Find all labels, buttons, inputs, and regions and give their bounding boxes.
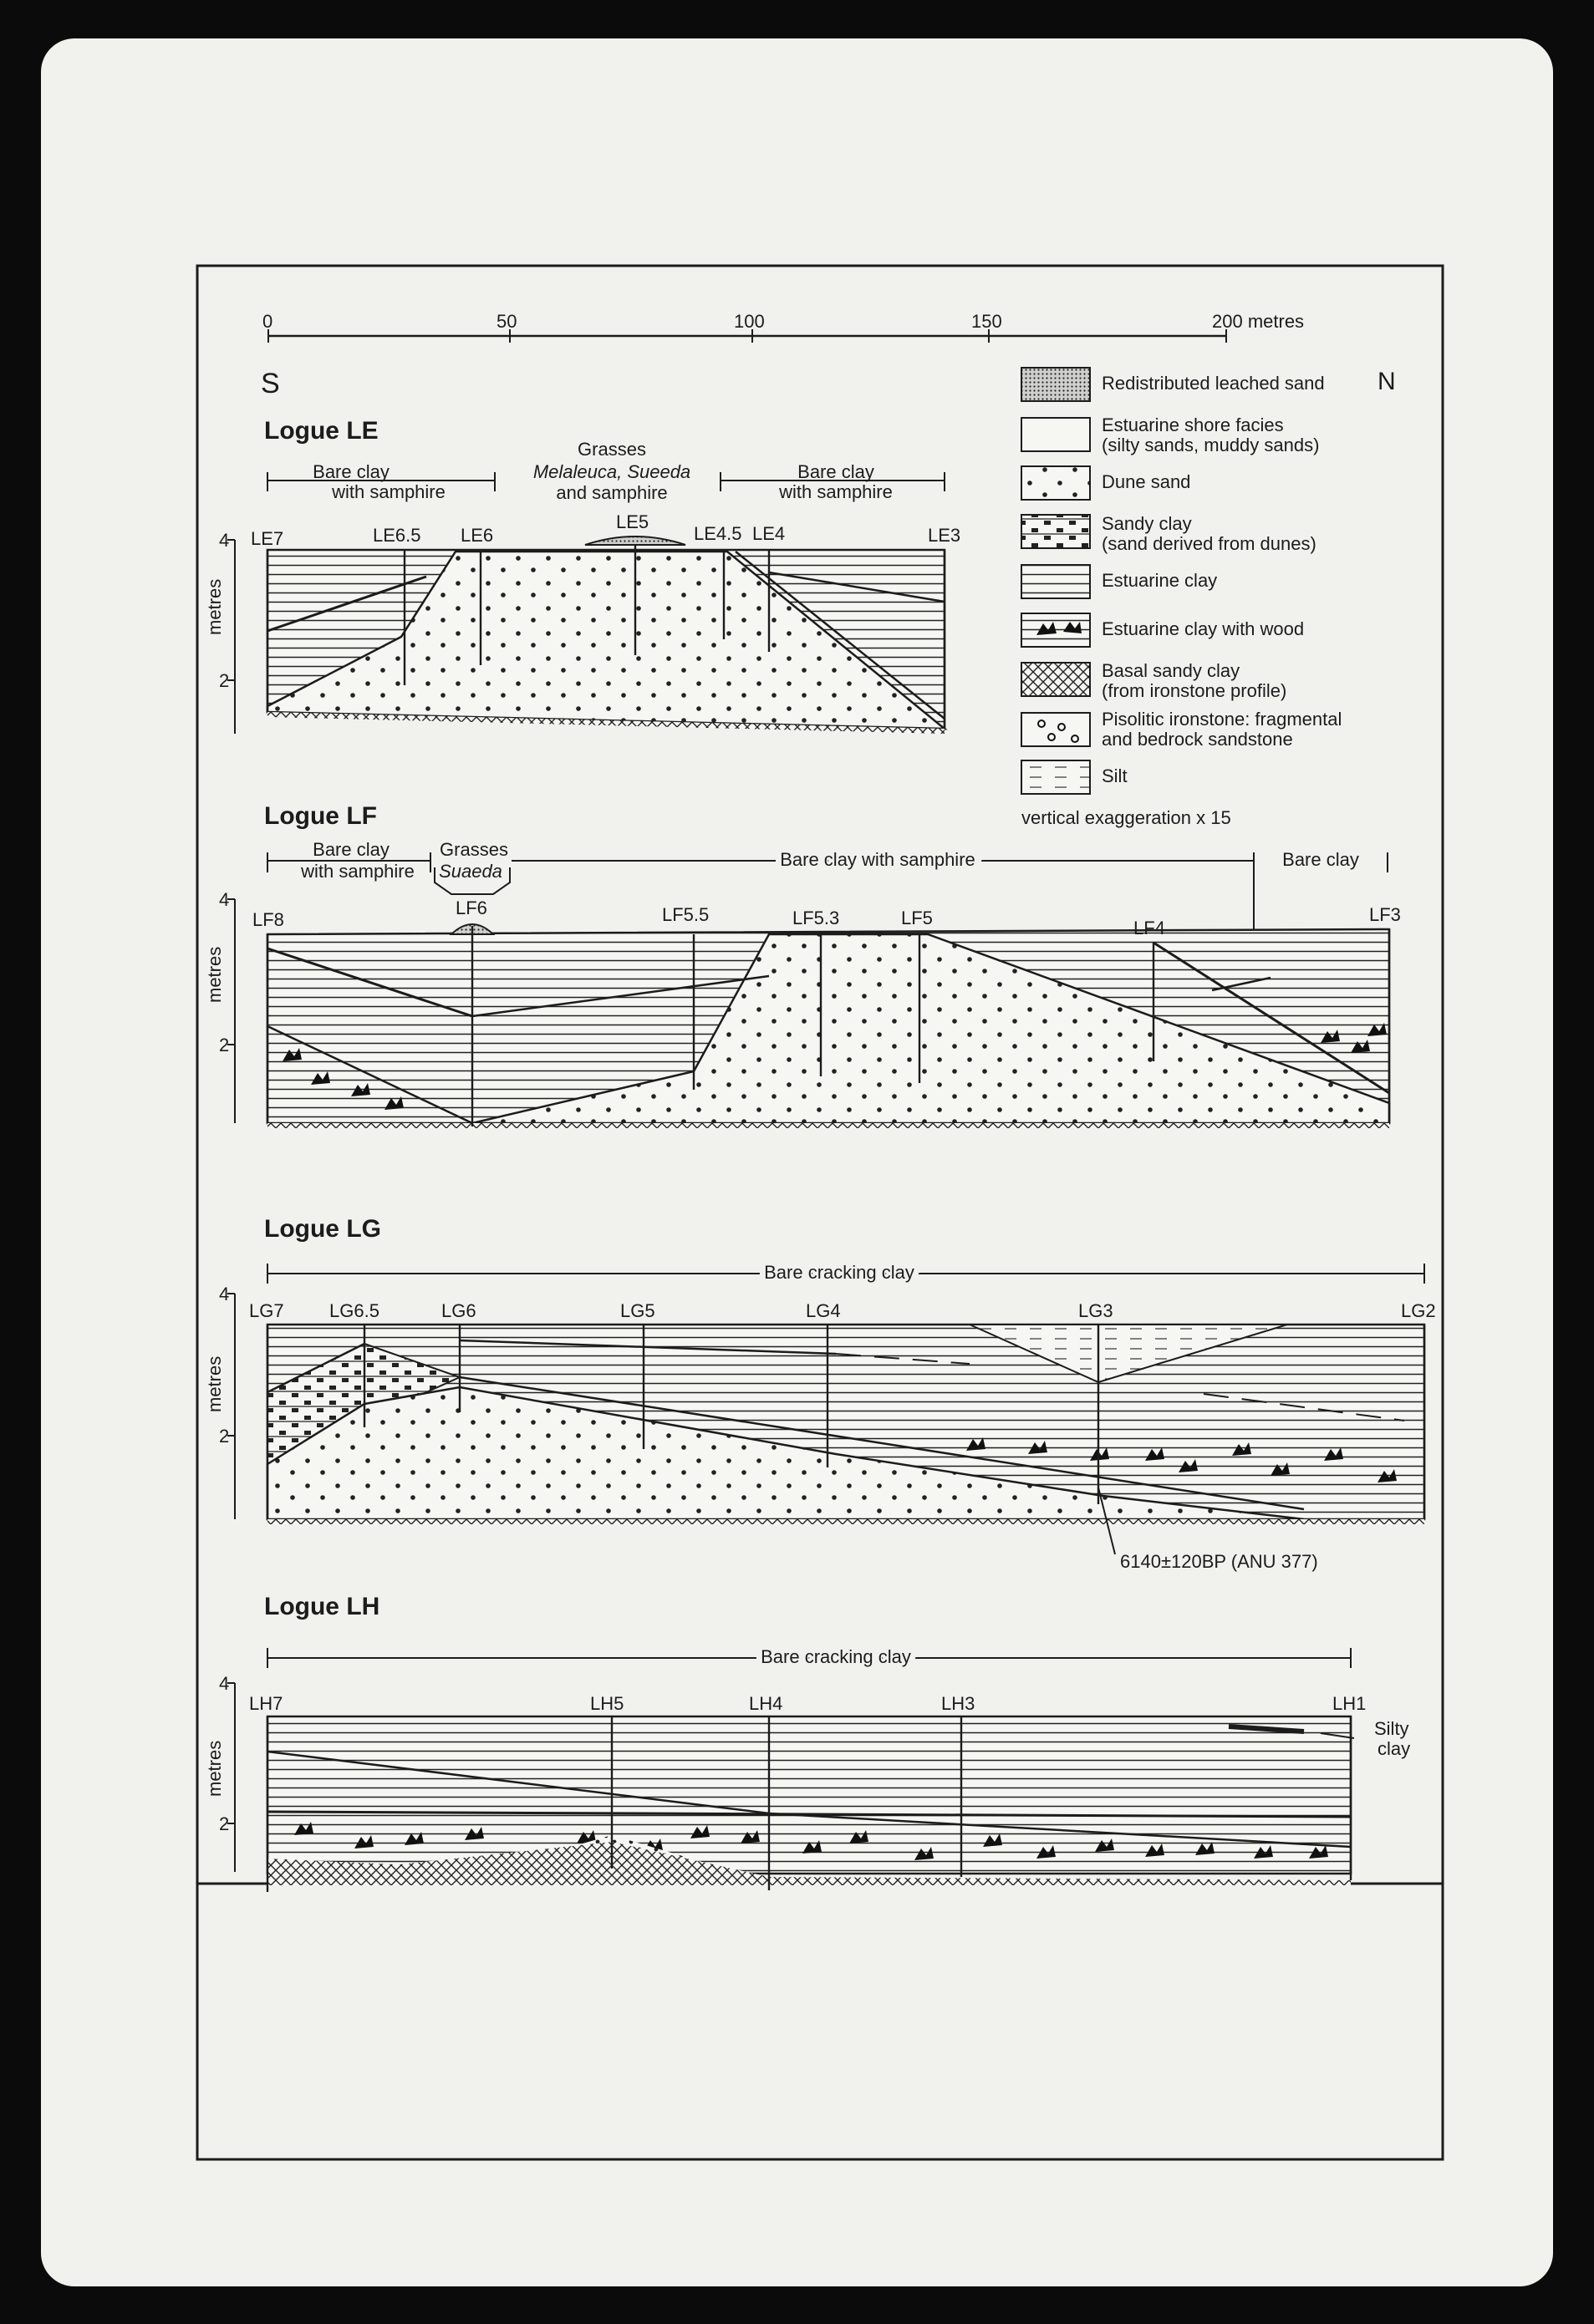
- borehole-label: LF4: [1133, 918, 1165, 938]
- legend-label: Dune sand: [1102, 471, 1191, 492]
- span-label: Bare cracking clay: [761, 1646, 911, 1667]
- borehole-label: LF5: [901, 908, 933, 928]
- borehole-label: LH3: [941, 1693, 975, 1714]
- axis-tick: 2: [219, 1035, 230, 1055]
- span-label: Bare clay with samphire: [780, 849, 975, 870]
- span-label: Suaeda: [439, 861, 502, 882]
- axis-tick: 4: [219, 530, 230, 551]
- span-label: Bare clay: [313, 839, 390, 860]
- borehole-label: LH4: [749, 1693, 783, 1714]
- borehole-label: LE4: [752, 523, 786, 544]
- axis-label: metres: [204, 1355, 225, 1412]
- legend-label: Sandy clay: [1102, 513, 1192, 534]
- legend-label: (silty sands, muddy sands): [1102, 435, 1320, 455]
- figure-box: [197, 266, 1443, 2159]
- scale-tick-50: 50: [497, 311, 517, 332]
- axis-tick: 2: [219, 1426, 230, 1447]
- legend-label: Estuarine clay with wood: [1102, 618, 1305, 639]
- legend-label: Pisolitic ironstone: fragmental: [1102, 709, 1342, 730]
- scale-tick-150: 150: [971, 311, 1002, 332]
- span-label: Bare clay: [1282, 849, 1359, 870]
- borehole-label: LE3: [928, 525, 961, 546]
- section-title: Logue LF: [264, 802, 377, 830]
- borehole-label: LF8: [252, 909, 284, 930]
- borehole-label: LE6: [461, 525, 494, 546]
- span-label: Melaleuca, Sueeda: [532, 461, 691, 482]
- borehole-label: LH5: [590, 1693, 624, 1714]
- borehole-label: LG7: [249, 1300, 284, 1321]
- axis-label: metres: [204, 946, 225, 1003]
- span-label: Bare cracking clay: [764, 1262, 914, 1283]
- borehole-label: LG3: [1078, 1300, 1113, 1321]
- span-label: with samphire: [301, 861, 415, 882]
- span-label: Grasses: [440, 839, 508, 860]
- legend-label: and bedrock sandstone: [1102, 729, 1293, 750]
- section-title: Logue LG: [264, 1215, 381, 1243]
- scale-tick-0: 0: [262, 311, 273, 332]
- radiocarbon-date: 6140±120BP (ANU 377): [1120, 1551, 1318, 1572]
- legend-label: Estuarine clay: [1102, 570, 1218, 591]
- span-label: Bare clay: [313, 461, 390, 482]
- south-label: S: [261, 368, 280, 399]
- borehole-label: LG6: [441, 1300, 476, 1321]
- span-label: and samphire: [556, 482, 668, 503]
- axis-tick: 4: [219, 889, 230, 910]
- axis-label: metres: [204, 1740, 225, 1797]
- legend-label: Estuarine shore facies: [1102, 414, 1284, 435]
- borehole-label: LH7: [249, 1693, 283, 1714]
- borehole-label: LF5.3: [792, 908, 840, 928]
- legend-label: Basal sandy clay: [1102, 660, 1240, 681]
- borehole-label: LF3: [1369, 904, 1401, 925]
- borehole-label: LH1: [1332, 1693, 1367, 1714]
- span-label: Grasses: [578, 439, 646, 460]
- borehole-label: LE5: [616, 511, 649, 532]
- exaggeration-note: vertical exaggeration x 15: [1021, 807, 1231, 828]
- axis-tick: 4: [219, 1284, 230, 1304]
- side-note: Silty: [1374, 1718, 1409, 1739]
- north-label: N: [1378, 368, 1396, 395]
- scale-tick-200: 200 metres: [1212, 311, 1305, 332]
- axis-tick: 2: [219, 670, 230, 691]
- borehole-label: LF6: [456, 898, 487, 918]
- scale-tick-100: 100: [734, 311, 765, 332]
- section-title: Logue LH: [264, 1593, 380, 1620]
- legend-label: (sand derived from dunes): [1102, 533, 1316, 554]
- legend-label: Silt: [1102, 765, 1128, 786]
- borehole-label: LF5.5: [662, 904, 710, 925]
- side-note: clay: [1378, 1738, 1411, 1759]
- span-label: with samphire: [779, 481, 893, 502]
- section-title: Logue LE: [264, 417, 379, 445]
- span-label: with samphire: [332, 481, 446, 502]
- borehole-label: LE4.5: [694, 523, 742, 544]
- borehole-label: LG6.5: [329, 1300, 379, 1321]
- borehole-label: LG4: [806, 1300, 841, 1321]
- span-label: Bare clay: [797, 461, 874, 482]
- axis-tick: 4: [219, 1673, 230, 1694]
- borehole-label: LE7: [251, 528, 284, 549]
- legend-label: (from ironstone profile): [1102, 680, 1287, 701]
- borehole-label: LG2: [1401, 1300, 1436, 1321]
- borehole-label: LG5: [620, 1300, 655, 1321]
- axis-tick: 2: [219, 1813, 230, 1834]
- legend-label: Redistributed leached sand: [1102, 373, 1325, 394]
- axis-label: metres: [204, 578, 225, 635]
- borehole-label: LE6.5: [373, 525, 421, 546]
